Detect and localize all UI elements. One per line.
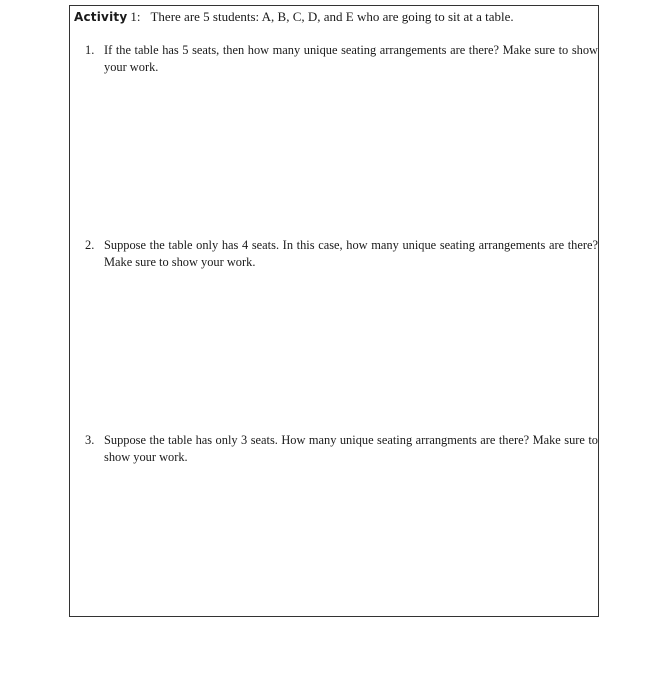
answer-space-1 (89, 78, 588, 228)
question-2 (85, 237, 598, 271)
activity-box (69, 5, 599, 617)
activity-intro: There are 5 students: A, B, C, D, and E who are going to sit at a table. (150, 9, 514, 24)
question-text: Suppose the table only has 4 seats. In this case, how many unique seating arrangements are there? Make sure to show your work. (104, 238, 598, 269)
question-3 (85, 432, 598, 466)
question-text: Suppose the table has only 3 seats. How many unique seating arrangments are there? Make sure to show your work. (104, 433, 598, 464)
answer-space-3 (89, 468, 588, 608)
answer-space-2 (89, 273, 588, 423)
question-1 (85, 42, 598, 76)
question-number: 2. (85, 238, 95, 252)
question-number: 1. (85, 43, 95, 57)
activity-label: Activity (74, 10, 128, 24)
activity-number: 1: (130, 9, 141, 24)
activity-header (74, 9, 514, 25)
question-text: If the table has 5 seats, then how many unique seating arrangements are there? Make sure to show your work. (104, 43, 598, 74)
question-number: 3. (85, 433, 95, 447)
